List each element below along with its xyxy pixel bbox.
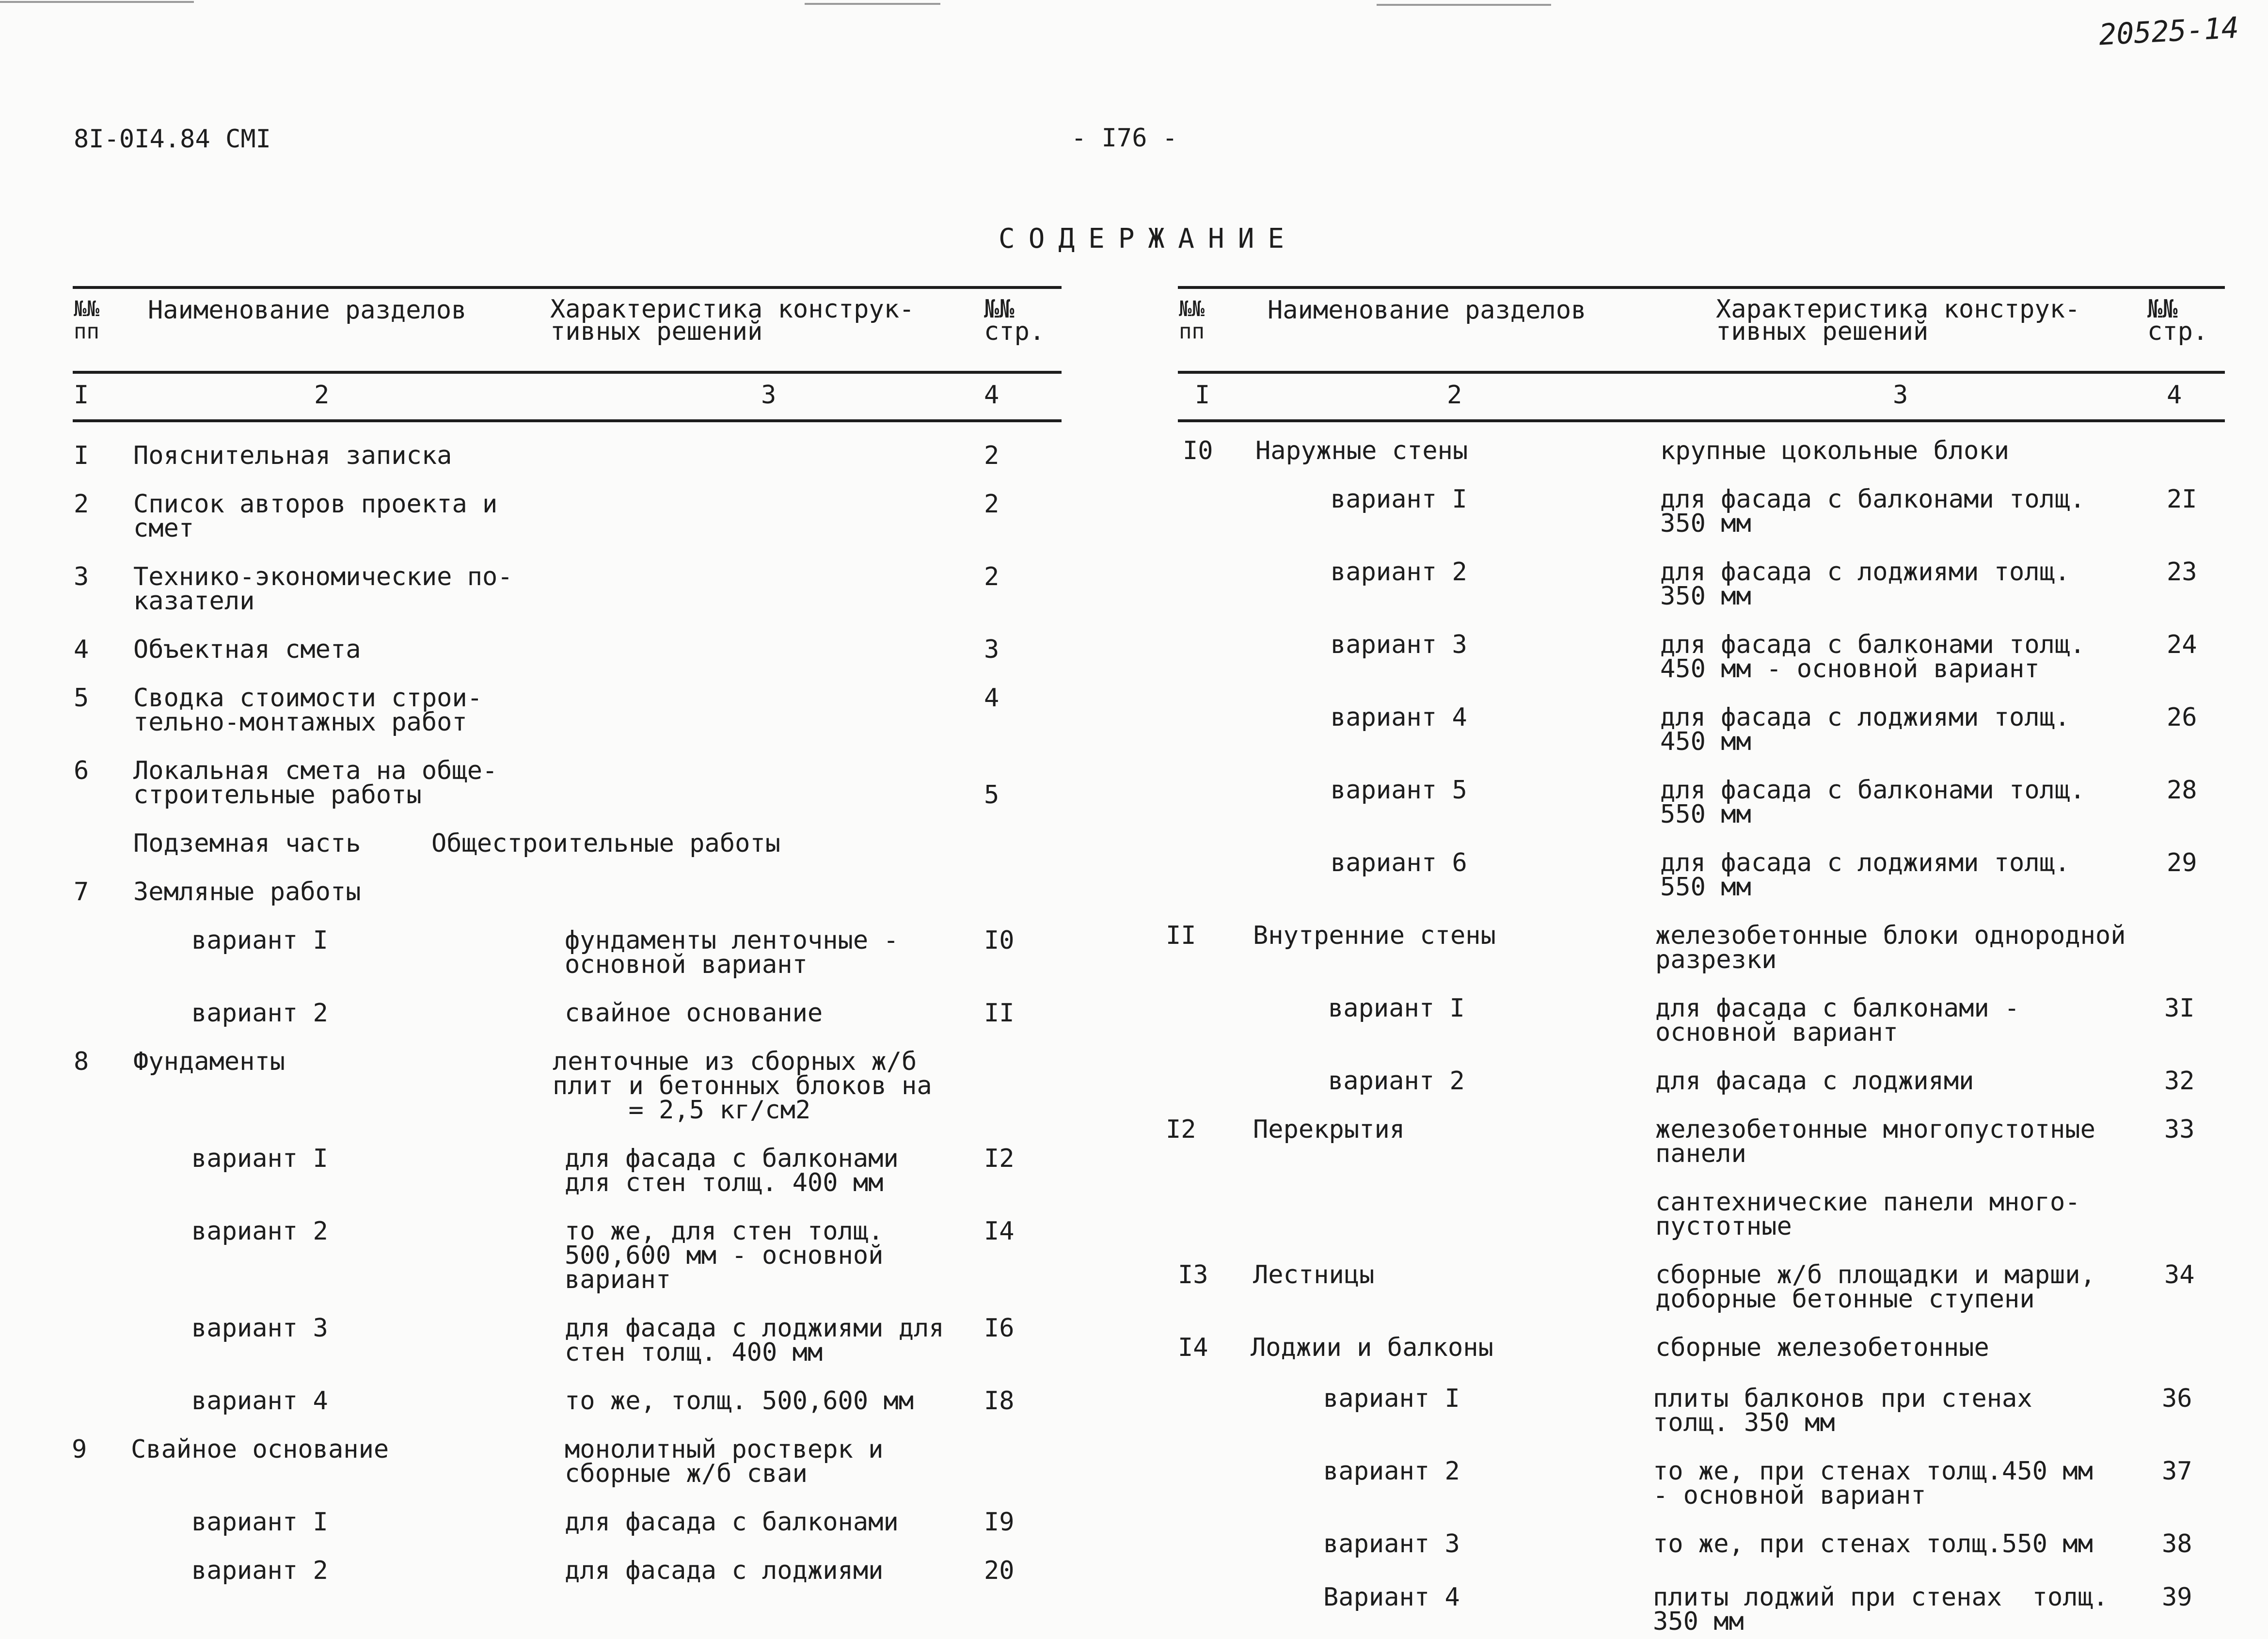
cell-name: Лоджии и балконы [1251,1333,1493,1362]
cell-name: вариант I [191,1508,328,1537]
cell-name: Пояснительная записка [133,441,452,470]
cell-name: Вариант 4 [1323,1583,1460,1612]
cell-char: плиты балконов при стенах толщ. 350 мм [1653,1384,2032,1437]
cell-num: I4 [1178,1333,1208,1362]
page-number: - I76 - [1071,124,1178,153]
cell-char: для фасада с лоджиями для стен толщ. 400 мм [565,1314,944,1367]
cell-page: 32 [2164,1066,2195,1096]
col-header-page: №№ стр. [984,295,1045,346]
cell-name: Лестницы [1253,1260,1375,1289]
archive-stamp: 20525-14 [2098,11,2240,52]
cell-name: Объектная смета [133,635,361,664]
scan-mark [1377,4,1551,6]
cell-name: вариант I [191,926,328,955]
cell-page: 3 [984,635,999,664]
cell-char: для фасада с лоджиями толщ. 350 мм [1660,557,2070,611]
page-title: СОДЕРЖАНИЕ [999,223,1298,255]
col-header-num-right: №№ пп [1179,297,1205,344]
cell-page: I2 [984,1144,1015,1173]
cell-page: 23 [2167,557,2197,587]
cell-name: Внутренние стены [1253,921,1496,950]
cell-name: вариант 2 [1328,1066,1465,1096]
cell-page: 2 [984,490,999,519]
cell-name: вариант 5 [1331,776,1467,805]
header-rule-right [1178,371,2225,374]
cell-num: I2 [1166,1115,1196,1144]
col-header-num: №№ пп [74,297,99,344]
cell-page: 2I [2167,485,2197,514]
col-index-4: 4 [984,381,999,410]
col-header-page-right: №№ стр. [2147,295,2208,346]
cell-page: 33 [2164,1115,2195,1144]
cell-char: фундаменты ленточные - основной вариант [565,926,899,979]
cell-char: монолитный ростверк и сборные ж/б сваи [565,1435,884,1488]
col-index-2-right: 2 [1447,381,1462,410]
index-rule [73,419,1062,422]
col-index-1-right: I [1195,381,1210,410]
cell-char: для фасада с лоджиями толщ. 550 мм [1660,848,2070,902]
cell-page: 37 [2162,1457,2192,1486]
cell-name: Перекрытия [1253,1115,1405,1144]
cell-page: 28 [2167,776,2197,805]
cell-page: 29 [2167,848,2197,877]
cell-char: железобетонные блоки однородной разрезки [1655,921,2126,974]
col-index-3-right: 3 [1893,381,1908,410]
table-top-rule-right [1178,286,2225,289]
cell-char: крупные цокольные блоки [1660,436,2010,465]
cell-page: 20 [984,1556,1015,1585]
cell-name: вариант 2 [1331,557,1467,587]
cell-char: для фасада с лоджиями [565,1556,884,1585]
col-header-name-right: Наименование разделов [1268,296,1586,325]
cell-name: Свайное основание [131,1435,389,1464]
cell-name: вариант 2 [191,1556,328,1585]
scan-mark [0,1,194,3]
cell-page: I8 [984,1386,1015,1416]
cell-name: вариант I [1328,994,1465,1023]
cell-num: 9 [72,1435,87,1464]
cell-name: вариант 3 [1331,630,1467,659]
col-header-char: Характеристика конструк- тивных решений [550,295,915,346]
cell-name: вариант 3 [1323,1529,1460,1559]
cell-name: вариант 4 [1331,703,1467,732]
cell-char: то же, толщ. 500,600 мм [565,1386,914,1416]
cell-name: Наружные стены [1255,436,1468,465]
cell-char: то же, при стенах толщ.450 мм - основной вариант [1653,1457,2093,1510]
col-header-name: Наименование разделов [148,296,467,325]
cell-page: I4 [984,1217,1015,1246]
scan-mark [805,3,940,5]
document-code: 8I-0I4.84 CMI [74,125,271,154]
cell-page: 39 [2162,1583,2192,1612]
cell-page: 24 [2167,630,2197,659]
cell-char: сборные железобетонные [1655,1333,1989,1362]
cell-num: 6 [74,756,89,785]
table-top-rule [73,286,1062,289]
cell-char: плиты лоджий при стенах толщ. 350 мм [1653,1583,2109,1636]
cell-num: 3 [74,562,89,591]
cell-num: 8 [74,1047,89,1076]
cell-char: сантехнические панели много- пустотные [1655,1188,2080,1241]
cell-char: для фасада с балконами толщ. 450 мм - основной вариант [1660,630,2085,684]
cell-page: 2 [984,441,999,470]
cell-name: Список авторов проекта и смет [133,490,498,543]
cell-char: для фасада с балконами [565,1508,899,1537]
col-index-1: I [74,381,89,410]
cell-char: для фасада с балконами для стен толщ. 400 мм [565,1144,899,1197]
col-header-char-right: Характеристика конструк- тивных решений [1716,295,2080,346]
cell-name: вариант I [1331,485,1467,514]
cell-char: для фасада с лоджиями [1655,1066,1974,1096]
index-rule-right [1178,419,2225,422]
cell-name: Локальная смета на обще- строительные работы [133,756,498,810]
cell-char: железобетонные многопустотные панели [1655,1115,2095,1168]
cell-char: для фасада с лоджиями толщ. 450 мм [1660,703,2070,756]
cell-page: 2 [984,562,999,591]
cell-page: 5 [984,780,999,810]
cell-page: 36 [2162,1384,2192,1413]
cell-name: вариант 6 [1331,848,1467,877]
cell-page: II [984,999,1015,1028]
cell-page: I6 [984,1314,1015,1343]
cell-num: I3 [1178,1260,1208,1289]
cell-name: вариант 2 [1323,1457,1460,1486]
cell-char: сборные ж/б площадки и марши, доборные бетонные ступени [1655,1260,2095,1314]
cell-char: то же, при стенах толщ.550 мм [1653,1529,2093,1559]
cell-name: Подземная часть [133,829,361,858]
cell-num: 7 [74,877,89,907]
cell-name: вариант 4 [191,1386,328,1416]
cell-num: 5 [74,684,89,713]
cell-page: 38 [2162,1529,2192,1559]
cell-num: 2 [74,490,89,519]
cell-num: 4 [74,635,89,664]
cell-name: Технико-экономические по- казатели [133,562,513,616]
header-rule [73,371,1062,374]
cell-char: для фасада с балконами толщ. 350 мм [1660,485,2085,538]
cell-name: вариант 2 [191,999,328,1028]
cell-page: I0 [984,926,1015,955]
col-index-2: 2 [314,381,330,410]
cell-name: Земляные работы [133,877,361,907]
cell-name: вариант 2 [191,1217,328,1246]
cell-char: для фасада с балконами толщ. 550 мм [1660,776,2085,829]
cell-page: 4 [984,684,999,713]
cell-name: Сводка стоимости строи- тельно-монтажных работ [133,684,483,737]
cell-name: вариант I [1323,1384,1460,1413]
cell-char: ленточные из сборных ж/б плит и бетонных блоков на = 2,5 кг/см2 [553,1047,932,1125]
cell-page: 3I [2164,994,2195,1023]
cell-num: II [1166,921,1196,950]
cell-page: 26 [2167,703,2197,732]
cell-char: для фасада с балконами - основной вариант [1655,994,2020,1047]
cell-page: 34 [2164,1260,2195,1289]
cell-num: I0 [1183,436,1213,465]
cell-num: I [74,441,89,470]
cell-name: вариант I [191,1144,328,1173]
cell-char: то же, для стен толщ. 500,600 мм - основной вариант [565,1217,884,1294]
cell-name: Фундаменты [133,1047,285,1076]
col-index-3: 3 [761,381,777,410]
col-index-4-right: 4 [2167,381,2182,410]
cell-page: I9 [984,1508,1015,1537]
cell-char: свайное основание [565,999,823,1028]
cell-name: вариант 3 [191,1314,328,1343]
cell-char: Общестроительные работы [431,829,781,858]
